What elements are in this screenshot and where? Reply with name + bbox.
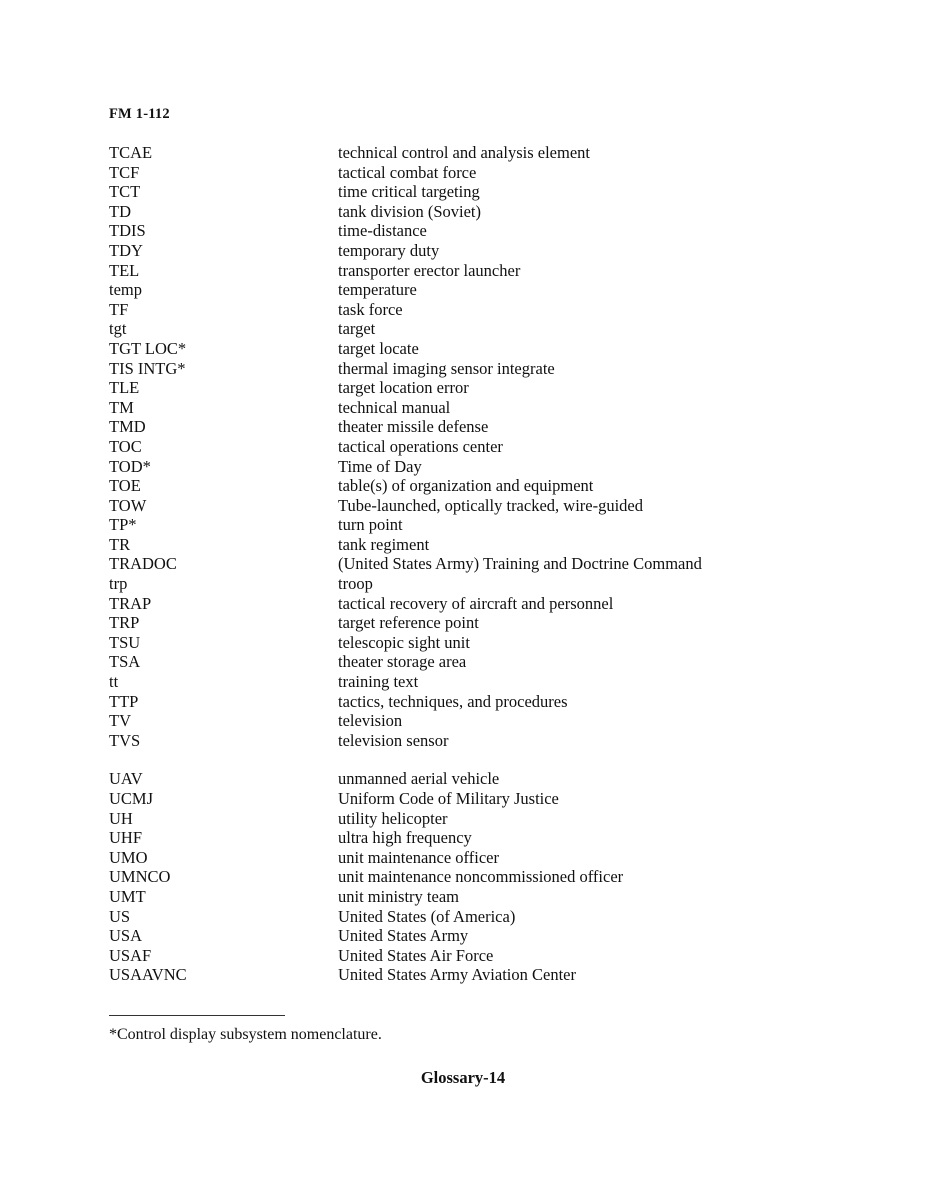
glossary-entry [109,848,849,868]
glossary-definition: tactical operations center [338,436,503,456]
glossary-entry [109,143,849,163]
glossary-definition: tactical recovery of aircraft and personnel [338,593,614,613]
glossary-definition: television [338,711,403,731]
glossary-abbreviation: USAF [109,945,152,965]
glossary-abbreviation: TM [109,397,134,417]
glossary-abbreviation: UHF [109,828,143,848]
glossary-entry [109,339,849,359]
glossary-abbreviation: USA [109,926,143,946]
glossary-abbreviation: TLE [109,378,140,398]
glossary-abbreviation: TV [109,711,131,731]
glossary-entry [109,202,849,222]
glossary-entry [109,769,849,789]
glossary-abbreviation: TCF [109,162,140,182]
glossary-abbreviation: TEL [109,260,140,280]
glossary-definition: table(s) of organization and equipment [338,476,594,496]
glossary-definition: temperature [338,280,417,300]
glossary-entry [109,692,849,712]
glossary-entry [109,711,849,731]
glossary-abbreviation: tgt [109,319,127,339]
glossary-definition: (United States Army) Training and Doctrine Command [338,554,702,574]
glossary-definition: turn point [338,515,403,535]
glossary-definition: troop [338,574,373,594]
document-header: FM 1-112 [109,106,170,122]
glossary-definition: time critical targeting [338,182,480,202]
glossary-entry [109,907,849,927]
glossary-entry [109,241,849,261]
glossary-abbreviation: TP* [109,515,137,535]
glossary-abbreviation: TTP [109,691,139,711]
glossary-abbreviation: TRP [109,613,140,633]
footnote-divider [109,1015,285,1016]
glossary-abbreviation: TMD [109,417,146,437]
page-number: Glossary-14 [420,1068,506,1087]
glossary-abbreviation: TR [109,534,131,554]
glossary-entry [109,280,849,300]
glossary-abbreviation: TVS [109,730,141,750]
glossary-entry [109,163,849,183]
glossary-abbreviation: TSU [109,632,141,652]
glossary-entry [109,476,849,496]
glossary-abbreviation: temp [109,280,142,300]
glossary-entry [109,789,849,809]
glossary-entry [109,437,849,457]
glossary-entry [109,652,849,672]
glossary-definition: tank division (Soviet) [338,201,481,221]
glossary-abbreviation: TSA [109,652,141,672]
glossary-entry [109,613,849,633]
glossary-definition: unit maintenance noncommissioned officer [338,867,624,887]
glossary-definition: United States Air Force [338,945,494,965]
glossary-abbreviation: trp [109,574,128,594]
glossary-definition: target reference point [338,613,479,633]
glossary-definition: tactics, techniques, and procedures [338,691,568,711]
glossary-abbreviation: UMO [109,847,148,867]
glossary-entry [109,633,849,653]
glossary-abbreviation: tt [109,672,119,692]
glossary-entry [109,809,849,829]
glossary-definition: tactical combat force [338,162,477,182]
glossary-definition: ultra high frequency [338,828,472,848]
glossary-entry [109,261,849,281]
glossary-definition: telescopic sight unit [338,632,470,652]
glossary-entry [109,867,849,887]
glossary-entry [109,828,849,848]
glossary-entry [109,398,849,418]
glossary-abbreviation: TOC [109,436,142,456]
glossary-abbreviation: TRAP [109,593,152,613]
glossary-abbreviation: UMT [109,886,146,906]
glossary-abbreviation: TCT [109,182,141,202]
glossary-definition: Tube-launched, optically tracked, wire-guided [338,495,644,515]
glossary-definition: United States Army Aviation Center [338,965,576,985]
glossary-abbreviation: UH [109,808,133,828]
glossary-abbreviation: TOW [109,495,147,515]
glossary-entry [109,672,849,692]
glossary-definition: theater storage area [338,652,467,672]
glossary-abbreviation: TIS INTG* [109,358,186,378]
glossary-definition: technical control and analysis element [338,143,590,162]
glossary-definition: United States (of America) [338,906,516,926]
glossary-entry [109,359,849,379]
glossary-abbreviation: TGT LOC* [109,338,187,358]
glossary-entry [109,554,849,574]
glossary-definition: transporter erector launcher [338,260,521,280]
glossary-entry [109,221,849,241]
glossary-abbreviation: USAAVNC [109,965,187,985]
glossary-definition: Uniform Code of Military Justice [338,789,559,808]
glossary-definition: target location error [338,378,469,398]
glossary-definition: television sensor [338,730,449,750]
glossary-definition: technical manual [338,397,451,417]
glossary-definition: thermal imaging sensor integrate [338,358,555,378]
glossary-entry [109,535,849,555]
glossary-definition: United States Army [338,926,469,946]
glossary-abbreviation: US [109,906,131,926]
glossary-definition: target locate [338,338,419,358]
glossary-definition: tank regiment [338,534,430,554]
glossary-entry [109,496,849,516]
glossary-entry [109,300,849,320]
glossary-entry [109,574,849,594]
glossary-definition: Time of Day [338,456,422,476]
glossary-definition: task force [338,299,403,319]
glossary-entry [109,965,849,985]
group-separator [109,750,849,769]
glossary-abbreviation: UMNCO [109,867,171,887]
glossary-definition: time-distance [338,221,427,241]
glossary-entry [109,594,849,614]
glossary-definition: unit ministry team [338,886,459,906]
glossary-entry [109,417,849,437]
glossary-entry [109,457,849,477]
glossary-abbreviation: TD [109,201,131,221]
glossary-abbreviation: TRADOC [109,554,177,574]
glossary-definition: unmanned aerial vehicle [338,769,500,789]
glossary-entry [109,946,849,966]
glossary-entry [109,887,849,907]
glossary-definition: unit maintenance officer [338,847,499,867]
glossary-definition: target [338,319,376,339]
glossary-entry [109,926,849,946]
glossary-abbreviation: TDIS [109,221,146,241]
glossary-abbreviation: TDY [109,240,143,260]
glossary-entry [109,182,849,202]
footnote: *Control display subsystem nomenclature. [109,1026,382,1043]
glossary-abbreviation: TCAE [109,143,153,162]
glossary-abbreviation: TF [109,299,129,319]
glossary-abbreviation: TOE [109,476,141,496]
glossary-definition: training text [338,672,419,692]
glossary-entry [109,378,849,398]
glossary-entry [109,731,849,751]
glossary-abbreviation: UCMJ [109,789,154,808]
glossary-definition: temporary duty [338,240,440,260]
glossary-entry [109,515,849,535]
glossary-definition: utility helicopter [338,808,448,828]
glossary-abbreviation: UAV [109,769,143,789]
glossary-entry [109,319,849,339]
glossary-list [109,143,849,985]
glossary-definition: theater missile defense [338,417,489,437]
glossary-abbreviation: TOD* [109,456,151,476]
